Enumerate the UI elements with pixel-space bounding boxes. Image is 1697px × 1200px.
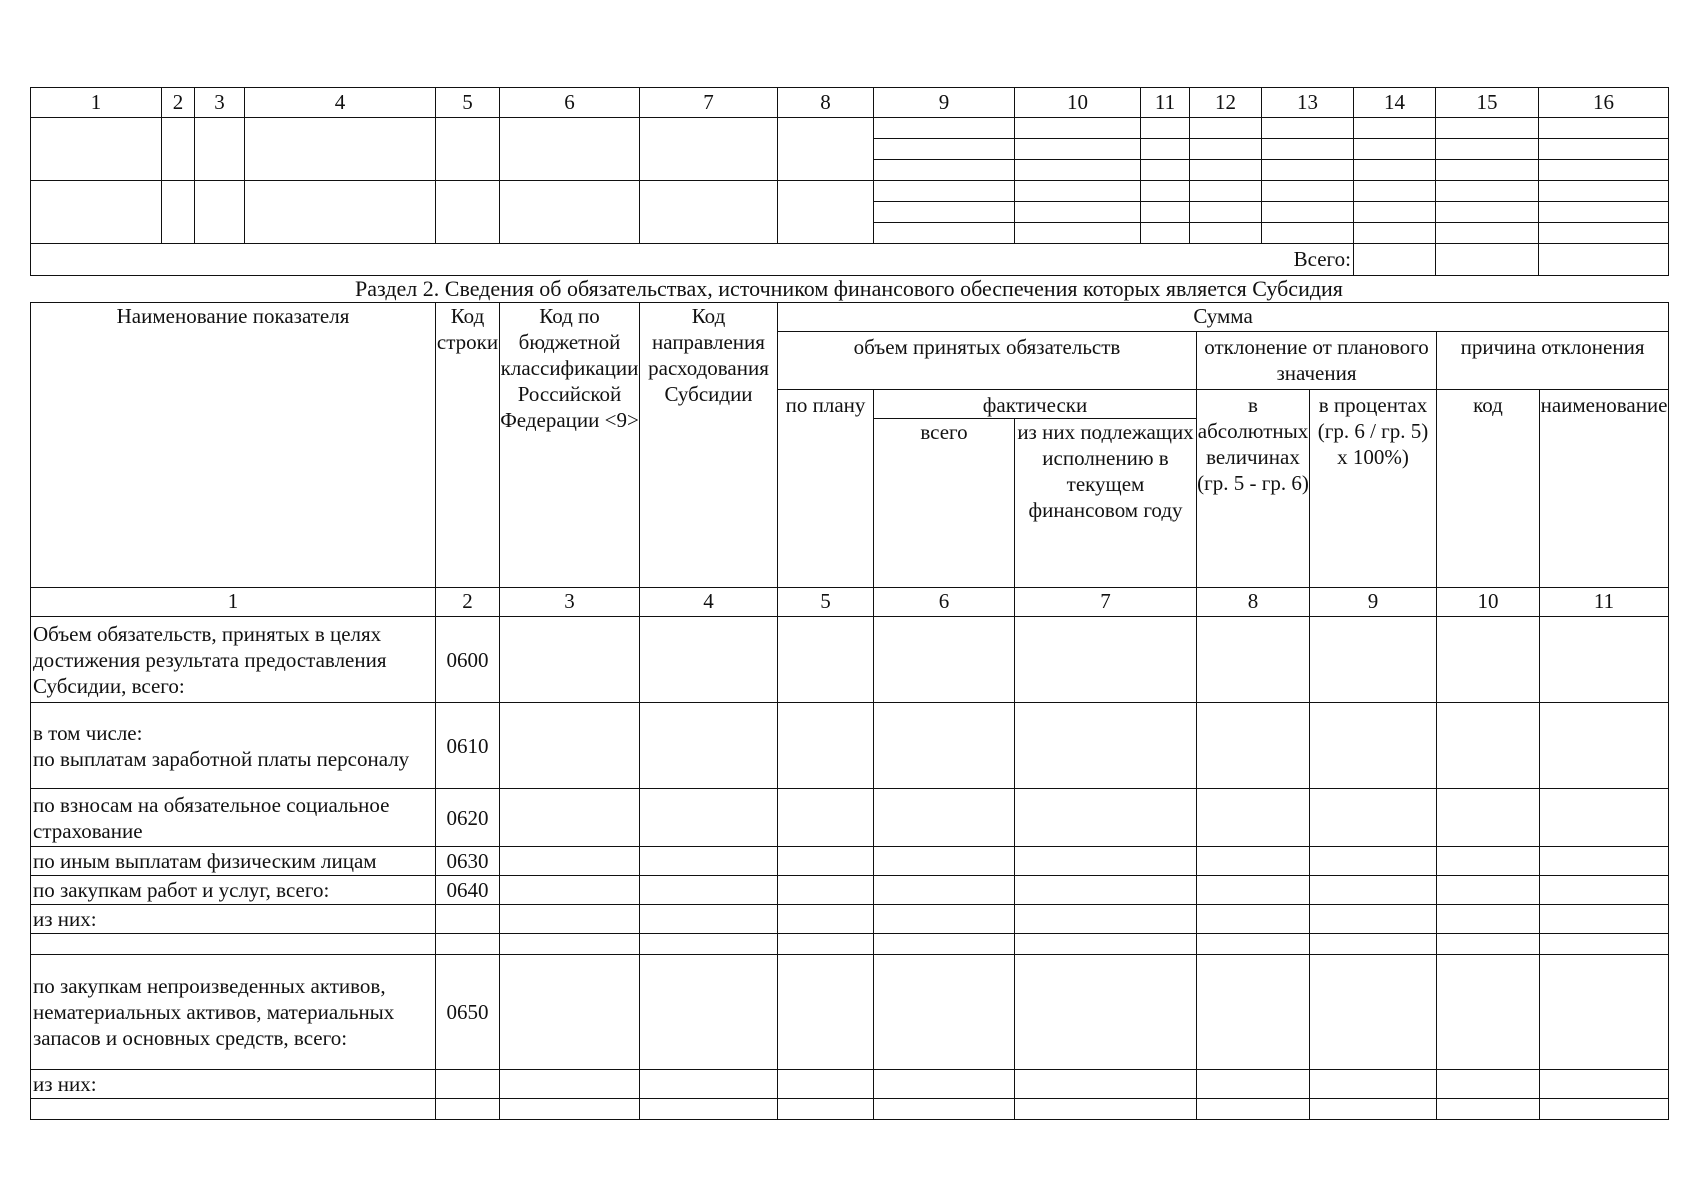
column-number-row: [31, 588, 1669, 617]
s1-col-13: 13: [1262, 88, 1354, 118]
s1-col-4: 4: [245, 88, 436, 118]
table-cell[interactable]: [874, 847, 1015, 876]
table-cell[interactable]: [1197, 955, 1310, 1070]
total-cell[interactable]: [1436, 244, 1539, 276]
row-name: Объем обязательств, принятых в целях достижения результата предоставления Субсидии, всего:: [31, 617, 436, 703]
table-cell[interactable]: [874, 1099, 1015, 1120]
table-cell[interactable]: [874, 202, 1015, 223]
table-cell[interactable]: [1190, 118, 1262, 139]
table-cell[interactable]: [500, 847, 640, 876]
table-row: [31, 905, 1669, 934]
col-num-6: 6: [874, 588, 1015, 617]
table-row: [31, 118, 1669, 139]
table-cell[interactable]: [1540, 876, 1669, 905]
table-cell[interactable]: [1436, 223, 1539, 244]
total-cell[interactable]: [1354, 244, 1436, 276]
table-cell[interactable]: [874, 1070, 1015, 1099]
table-cell[interactable]: [1539, 181, 1669, 202]
table-cell[interactable]: [1262, 202, 1354, 223]
table-cell[interactable]: [640, 789, 778, 847]
table-cell[interactable]: [1437, 789, 1540, 847]
table-cell[interactable]: [1539, 139, 1669, 160]
table-cell[interactable]: [1015, 223, 1141, 244]
table-cell[interactable]: [1354, 181, 1436, 202]
table-cell[interactable]: [1190, 223, 1262, 244]
table-cell[interactable]: [1310, 934, 1437, 955]
table-cell[interactable]: [778, 934, 874, 955]
row-code: [436, 934, 500, 955]
table-cell[interactable]: [1262, 181, 1354, 202]
table-cell[interactable]: [1540, 617, 1669, 703]
s1-col-16: 16: [1539, 88, 1669, 118]
s1-col-2: 2: [162, 88, 195, 118]
table-cell[interactable]: [436, 118, 500, 181]
table-cell[interactable]: [874, 223, 1015, 244]
header-budget-code: Код по бюджетной классификации Российской Федерации <9>: [500, 303, 640, 588]
table-cell[interactable]: [1015, 617, 1197, 703]
s1-col-6: 6: [500, 88, 640, 118]
row-name: по иным выплатам физическим лицам: [31, 847, 436, 876]
table-cell[interactable]: [1015, 1070, 1197, 1099]
col-num-4: 4: [640, 588, 778, 617]
row-name: [31, 934, 436, 955]
col-num-2: 2: [436, 588, 500, 617]
table-cell[interactable]: [1437, 1070, 1540, 1099]
header-row-1: [31, 303, 1669, 332]
row-code: 0650: [436, 955, 500, 1070]
table-cell[interactable]: [1436, 160, 1539, 181]
table-cell[interactable]: [1540, 1099, 1669, 1120]
table-cell[interactable]: [778, 905, 874, 934]
table-cell[interactable]: [1190, 160, 1262, 181]
col-num-9: 9: [1310, 588, 1437, 617]
section2-table: [30, 302, 1669, 1120]
table-cell[interactable]: [1015, 703, 1197, 789]
table-cell[interactable]: [874, 905, 1015, 934]
table-cell[interactable]: [1310, 617, 1437, 703]
table-cell[interactable]: [1262, 118, 1354, 139]
s1-col-15: 15: [1436, 88, 1539, 118]
table-cell[interactable]: [1354, 139, 1436, 160]
table-cell[interactable]: [500, 1070, 640, 1099]
s1-col-8: 8: [778, 88, 874, 118]
table-cell[interactable]: [778, 181, 874, 244]
header-of-which: из них подлежащих исполнению в текущем финансовом году: [1015, 419, 1197, 588]
table-cell[interactable]: [874, 118, 1015, 139]
row-code: [436, 1070, 500, 1099]
table-cell[interactable]: [1437, 617, 1540, 703]
table-cell[interactable]: [1015, 876, 1197, 905]
table-cell[interactable]: [1540, 847, 1669, 876]
table-cell[interactable]: [162, 181, 195, 244]
col-num-7: 7: [1015, 588, 1197, 617]
table-cell[interactable]: [1436, 139, 1539, 160]
header-abs: в абсолютных величинах (гр. 5 - гр. 6): [1197, 390, 1310, 588]
table-row: [31, 934, 1669, 955]
table-cell[interactable]: [874, 139, 1015, 160]
table-cell[interactable]: [1437, 876, 1540, 905]
row-code: 0600: [436, 617, 500, 703]
table-cell[interactable]: [1197, 789, 1310, 847]
table-cell[interactable]: [500, 617, 640, 703]
table-cell[interactable]: [1436, 202, 1539, 223]
s1-col-12: 12: [1190, 88, 1262, 118]
row-code: [436, 1099, 500, 1120]
table-cell[interactable]: [778, 955, 874, 1070]
table-cell[interactable]: [1190, 202, 1262, 223]
table-row: [31, 847, 1669, 876]
table-cell[interactable]: [640, 118, 778, 181]
s1-col-7: 7: [640, 88, 778, 118]
table-cell[interactable]: [778, 703, 874, 789]
header-pct: в процентах (гр. 6 / гр. 5) x 100%): [1310, 390, 1437, 588]
section2-title: Раздел 2. Сведения об обязательствах, источником финансового обеспечения которых является Субсидия: [355, 276, 1343, 301]
table-cell[interactable]: [1141, 223, 1190, 244]
s1-col-1: 1: [31, 88, 162, 118]
total-label: Всего:: [31, 244, 1354, 276]
table-cell[interactable]: [1141, 202, 1190, 223]
table-cell[interactable]: [1190, 181, 1262, 202]
table-cell[interactable]: [1354, 118, 1436, 139]
table-cell[interactable]: [1015, 202, 1141, 223]
table-cell[interactable]: [874, 181, 1015, 202]
table-cell[interactable]: [1197, 617, 1310, 703]
table-row: [31, 1099, 1669, 1120]
row-name: в том числе: по выплатам заработной платы персоналу: [31, 703, 436, 789]
table-cell[interactable]: [778, 118, 874, 181]
table-cell[interactable]: [640, 703, 778, 789]
table-cell[interactable]: [500, 789, 640, 847]
table-cell[interactable]: [1141, 139, 1190, 160]
table-cell[interactable]: [500, 955, 640, 1070]
table-cell[interactable]: [1015, 160, 1141, 181]
table-cell[interactable]: [195, 118, 245, 181]
table-cell[interactable]: [500, 934, 640, 955]
col-num-10: 10: [1437, 588, 1540, 617]
table-cell[interactable]: [1015, 955, 1197, 1070]
row-name: из них:: [31, 905, 436, 934]
header-line-code: Код строки: [436, 303, 500, 588]
s1-col-11: 11: [1141, 88, 1190, 118]
table-cell[interactable]: [436, 181, 500, 244]
table-cell[interactable]: [778, 876, 874, 905]
table-cell[interactable]: [640, 1099, 778, 1120]
section1-header-row: [31, 88, 1669, 118]
table-cell[interactable]: [1540, 905, 1669, 934]
table-cell[interactable]: [1310, 876, 1437, 905]
row-name: по закупкам работ и услуг, всего:: [31, 876, 436, 905]
table-cell[interactable]: [1354, 223, 1436, 244]
table-cell[interactable]: [1310, 955, 1437, 1070]
s1-col-9: 9: [874, 88, 1015, 118]
table-cell[interactable]: [1310, 1099, 1437, 1120]
table-cell[interactable]: [1197, 847, 1310, 876]
table-cell[interactable]: [778, 847, 874, 876]
header-direction-code: Код направления расходования Субсидии: [640, 303, 778, 588]
table-cell[interactable]: [1437, 1099, 1540, 1120]
table-cell[interactable]: [1197, 876, 1310, 905]
table-cell[interactable]: [1262, 139, 1354, 160]
table-row: [31, 955, 1669, 1070]
table-cell[interactable]: [874, 934, 1015, 955]
s1-col-5: 5: [436, 88, 500, 118]
table-cell[interactable]: [1197, 703, 1310, 789]
table-cell[interactable]: [1015, 1099, 1197, 1120]
table-cell[interactable]: [1540, 789, 1669, 847]
table-cell[interactable]: [31, 181, 162, 244]
table-cell[interactable]: [1190, 139, 1262, 160]
header-naming: наименование: [1540, 390, 1669, 588]
table-cell[interactable]: [778, 1099, 874, 1120]
header-name: Наименование показателя: [31, 303, 436, 588]
table-cell[interactable]: [1539, 160, 1669, 181]
col-num-8: 8: [1197, 588, 1310, 617]
total-row: [31, 244, 1669, 276]
row-name: [31, 1099, 436, 1120]
table-cell[interactable]: [1310, 703, 1437, 789]
table-cell[interactable]: [500, 118, 640, 181]
table-cell[interactable]: [1141, 160, 1190, 181]
table-cell[interactable]: [1437, 703, 1540, 789]
table-cell[interactable]: [1310, 789, 1437, 847]
table-cell[interactable]: [874, 955, 1015, 1070]
table-cell[interactable]: [1354, 202, 1436, 223]
table-cell[interactable]: [195, 181, 245, 244]
table-cell[interactable]: [874, 160, 1015, 181]
row-name: из них:: [31, 1070, 436, 1099]
row-code: [436, 905, 500, 934]
row-code: 0630: [436, 847, 500, 876]
col-num-3: 3: [500, 588, 640, 617]
table-cell[interactable]: [1015, 118, 1141, 139]
table-row: [31, 703, 1669, 789]
table-cell[interactable]: [1437, 905, 1540, 934]
table-cell[interactable]: [1310, 1070, 1437, 1099]
table-cell[interactable]: [1540, 703, 1669, 789]
table-cell[interactable]: [1436, 181, 1539, 202]
table-cell[interactable]: [640, 955, 778, 1070]
table-cell[interactable]: [1197, 905, 1310, 934]
table-cell[interactable]: [1262, 160, 1354, 181]
table-cell[interactable]: [1015, 139, 1141, 160]
table-cell[interactable]: [31, 118, 162, 181]
col-num-5: 5: [778, 588, 874, 617]
table-cell[interactable]: [1015, 934, 1197, 955]
table-cell[interactable]: [1015, 905, 1197, 934]
table-cell[interactable]: [1539, 202, 1669, 223]
col-num-11: 11: [1540, 588, 1669, 617]
table-cell[interactable]: [1015, 181, 1141, 202]
table-cell[interactable]: [1197, 1099, 1310, 1120]
table-row: [31, 181, 1669, 202]
row-code: 0620: [436, 789, 500, 847]
header-sum: Сумма: [778, 303, 1669, 332]
header-code: код: [1437, 390, 1540, 588]
col-num-1: 1: [31, 588, 436, 617]
table-cell[interactable]: [1197, 1070, 1310, 1099]
header-total: всего: [874, 419, 1015, 588]
table-cell[interactable]: [874, 876, 1015, 905]
row-code: 0640: [436, 876, 500, 905]
table-cell[interactable]: [1436, 118, 1539, 139]
table-cell[interactable]: [1262, 223, 1354, 244]
header-volume: объем принятых обязательств: [778, 332, 1197, 390]
row-code: 0610: [436, 703, 500, 789]
table-cell[interactable]: [778, 1070, 874, 1099]
table-cell[interactable]: [874, 789, 1015, 847]
table-cell[interactable]: [778, 789, 874, 847]
table-cell[interactable]: [1540, 955, 1669, 1070]
table-cell[interactable]: [640, 934, 778, 955]
table-cell[interactable]: [1015, 847, 1197, 876]
s1-col-3: 3: [195, 88, 245, 118]
table-cell[interactable]: [1141, 118, 1190, 139]
table-cell[interactable]: [500, 1099, 640, 1120]
s1-col-14: 14: [1354, 88, 1436, 118]
table-cell[interactable]: [640, 181, 778, 244]
table-cell[interactable]: [500, 905, 640, 934]
table-cell[interactable]: [500, 703, 640, 789]
table-cell[interactable]: [1437, 934, 1540, 955]
table-cell[interactable]: [500, 876, 640, 905]
table-cell[interactable]: [640, 847, 778, 876]
header-reason: причина отклонения: [1437, 332, 1669, 390]
header-actual: фактически: [874, 390, 1197, 419]
table-cell[interactable]: [1437, 847, 1540, 876]
table-cell[interactable]: [640, 905, 778, 934]
table-cell[interactable]: [1197, 934, 1310, 955]
table-cell[interactable]: [245, 181, 436, 244]
table-cell[interactable]: [874, 703, 1015, 789]
table-row: [31, 789, 1669, 847]
row-name: по закупкам непроизведенных активов, нематериальных активов, материальных запасов и основных средств, всего:: [31, 955, 436, 1070]
table-cell[interactable]: [640, 617, 778, 703]
header-plan: по плану: [778, 390, 874, 588]
table-cell[interactable]: [1539, 118, 1669, 139]
table-cell[interactable]: [874, 617, 1015, 703]
table-cell[interactable]: [1015, 789, 1197, 847]
header-deviation: отклонение от планового значения: [1197, 332, 1437, 390]
table-cell[interactable]: [1141, 181, 1190, 202]
s1-col-10: 10: [1015, 88, 1141, 118]
table-cell[interactable]: [640, 1070, 778, 1099]
table-cell[interactable]: [778, 617, 874, 703]
table-cell[interactable]: [245, 118, 436, 181]
table-cell[interactable]: [1310, 905, 1437, 934]
table-row: [31, 617, 1669, 703]
table-cell[interactable]: [1437, 955, 1540, 1070]
table-row: [31, 876, 1669, 905]
section1-table: [30, 87, 1669, 276]
table-cell[interactable]: [162, 118, 195, 181]
table-cell[interactable]: [1354, 160, 1436, 181]
table-cell[interactable]: [1540, 934, 1669, 955]
total-cell[interactable]: [1539, 244, 1669, 276]
table-cell[interactable]: [1540, 1070, 1669, 1099]
table-cell[interactable]: [1539, 223, 1669, 244]
row-name: по взносам на обязательное социальное страхование: [31, 789, 436, 847]
table-cell[interactable]: [1310, 847, 1437, 876]
table-cell[interactable]: [500, 181, 640, 244]
table-row: [31, 1070, 1669, 1099]
table-cell[interactable]: [640, 876, 778, 905]
